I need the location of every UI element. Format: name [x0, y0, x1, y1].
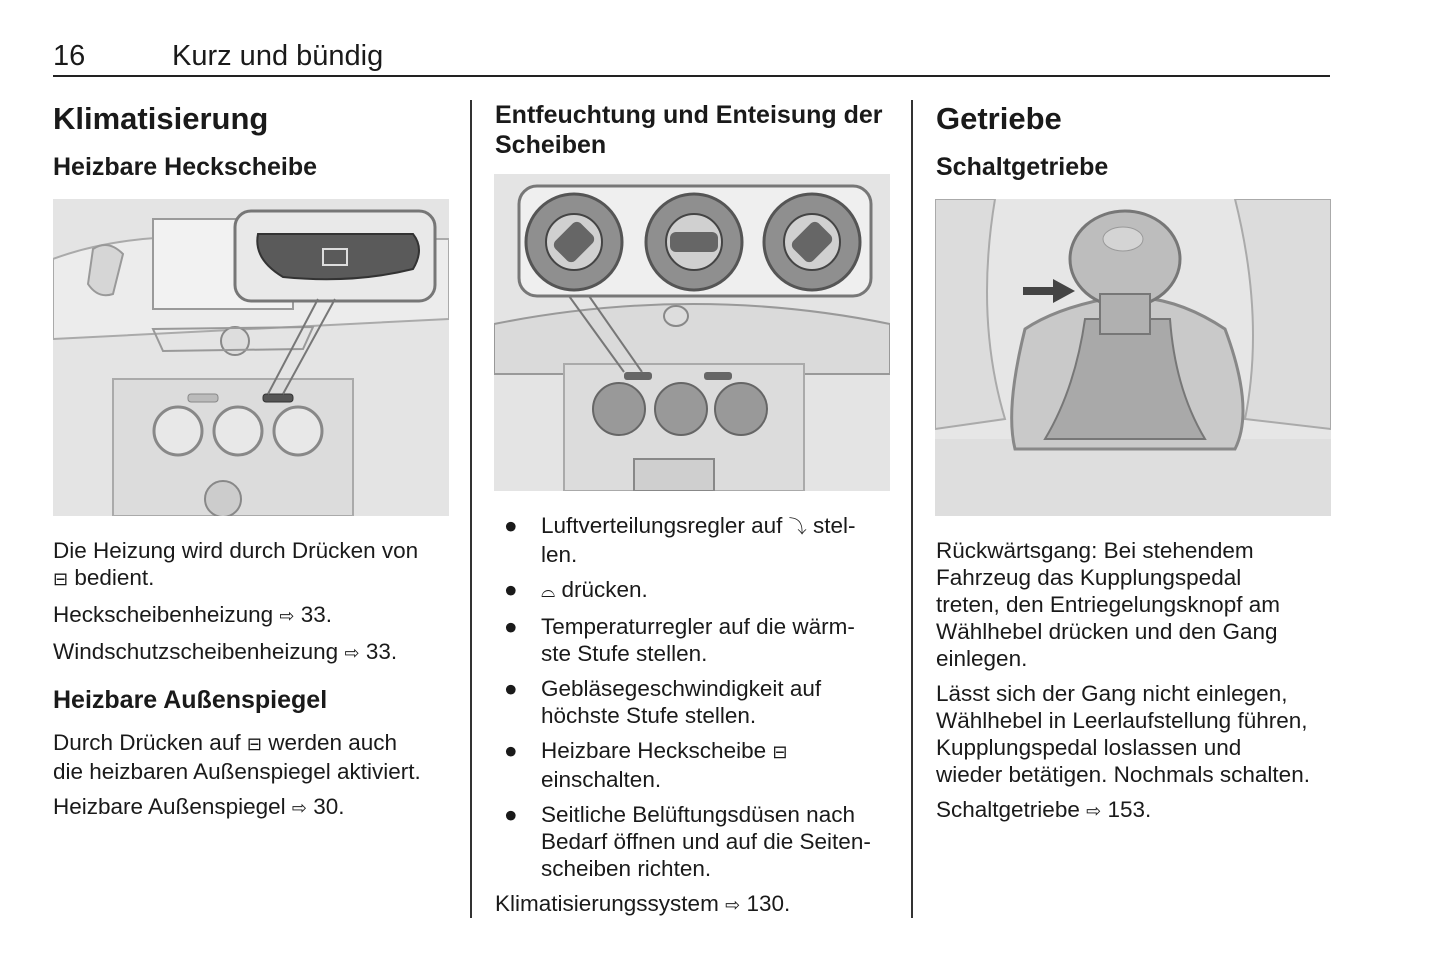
- text: ste Stufe stellen.: [541, 641, 708, 666]
- page-number: 16: [53, 40, 86, 72]
- heading-line: Scheiben: [495, 131, 607, 159]
- text: Rückwärtsgang: Bei stehendem: [936, 538, 1254, 563]
- text: Gebläsegeschwindigkeit auf: [541, 676, 822, 701]
- page-reference-arrow-icon: ⇨: [279, 606, 295, 627]
- section-heading: Klimatisierung: [53, 101, 269, 136]
- column-divider-1: [470, 100, 472, 918]
- reference-text: Heckscheibenheizung: [53, 602, 274, 627]
- list-item: ● Heizbare Heckscheibe ⊟ einschalten.: [504, 738, 788, 792]
- text: Kupplungspedal loslassen und: [936, 735, 1242, 760]
- section-heading: Getriebe: [936, 101, 1062, 136]
- text: Durch Drücken auf: [53, 730, 241, 755]
- climate-control-illustration: [494, 174, 890, 491]
- reference-text: Schaltgetriebe: [936, 797, 1080, 822]
- column2-text: [495, 512, 895, 919]
- reference-line: [53, 601, 453, 630]
- reference-page: 33.: [365, 639, 398, 664]
- text: Wählhebel in Leerlaufstellung führen,: [936, 708, 1308, 733]
- text: Wählhebel drücken und den Gang: [936, 619, 1278, 644]
- column-divider-2: [911, 100, 913, 918]
- reference-text: Windschutzscheibenheizung: [53, 639, 339, 664]
- column3-text: [936, 537, 1336, 825]
- reference-page: 130.: [746, 891, 791, 916]
- text: scheiben richten.: [541, 856, 712, 881]
- paragraph-reverse-gear: [936, 537, 1336, 672]
- header-rule: [53, 75, 1330, 77]
- reference-text: Klimatisierungssystem: [495, 891, 719, 916]
- reference-page: 153.: [1107, 797, 1152, 822]
- paragraph-heating: [53, 537, 453, 593]
- text: Fahrzeug das Kupplungspedal: [936, 565, 1242, 590]
- rear-window-heating-illustration: [53, 199, 449, 516]
- column1-text: [53, 537, 453, 822]
- list-item: ● Temperaturregler auf die wärm- ste Stufe stellen.: [504, 614, 855, 666]
- column-getriebe: [936, 100, 1336, 182]
- reference-line: [495, 890, 895, 919]
- list-item: ● ⌓ drücken.: [504, 577, 648, 602]
- manual-gearbox-illustration: [935, 199, 1331, 516]
- page-reference-arrow-icon: ⇨: [344, 643, 360, 664]
- text: stel-: [812, 513, 856, 538]
- text: höchste Stufe stellen.: [541, 703, 757, 728]
- text: len.: [541, 542, 578, 567]
- list-item: ● Gebläsegeschwindigkeit auf höchste Stufe stellen.: [504, 676, 822, 728]
- text: werden auch: [268, 730, 398, 755]
- text: Bedarf öffnen und auf die Seiten-: [541, 829, 871, 854]
- page-reference-arrow-icon: ⇨: [725, 895, 741, 916]
- page-reference-arrow-icon: ⇨: [291, 798, 308, 819]
- page-reference-arrow-icon: ⇨: [1086, 801, 1102, 822]
- text: die heizbaren Außenspiegel aktiviert.: [53, 759, 421, 784]
- subsection-heading: Schaltgetriebe: [936, 153, 1109, 181]
- text: bedient.: [74, 565, 155, 590]
- heading-line: Entfeuchtung und Enteisung der: [495, 101, 883, 129]
- reference-page: 30.: [313, 794, 345, 819]
- text: drücken.: [561, 577, 648, 602]
- text: einlegen.: [936, 646, 1028, 671]
- list-item: ● Luftverteilungsregler auf ⤵ stel- len.: [504, 513, 856, 567]
- reference-line: [53, 638, 453, 667]
- paragraph-mirrors: [53, 729, 453, 785]
- reference-line: [53, 793, 453, 822]
- instruction-list: [495, 512, 895, 882]
- text: Temperaturregler auf die wärm-: [541, 614, 855, 639]
- rear-window-heating-icon: ⊟: [246, 734, 262, 755]
- text: Heizbare Heckscheibe: [541, 738, 767, 763]
- text: Seitliche Belüftungsdüsen nach: [541, 802, 855, 827]
- windscreen-defrost-icon: ⌓: [541, 581, 556, 602]
- subsection-heading: Heizbare Außenspiegel: [53, 686, 328, 714]
- text: wieder betätigen. Nochmals schalten.: [936, 762, 1310, 787]
- air-distribution-icon: ⤵: [788, 517, 807, 538]
- text: Die Heizung wird durch Drücken von: [53, 538, 419, 563]
- column-entfeuchtung: [495, 100, 895, 160]
- rear-window-heating-icon: ⊟: [53, 569, 69, 590]
- text: einschalten.: [541, 767, 662, 792]
- paragraph-gear-not-engaging: [936, 680, 1336, 788]
- column-klimatisierung: [53, 100, 453, 182]
- text: treten, den Entriegelungsknopf am: [936, 592, 1280, 617]
- section-heading: [495, 100, 895, 160]
- reference-line: [936, 796, 1336, 825]
- subsection-heading: Heizbare Heckscheibe: [53, 153, 318, 181]
- reference-text: Heizbare Außenspiegel: [53, 794, 286, 819]
- text: Luftverteilungsregler auf: [541, 513, 783, 538]
- rear-window-heating-icon: ⊟: [772, 742, 788, 763]
- list-item: ● Seitliche Belüftungsdüsen nach Bedarf öffnen und auf die Seiten- scheiben richten.: [504, 802, 871, 881]
- text: Lässt sich der Gang nicht einlegen,: [936, 681, 1288, 706]
- page-header-title: Kurz und bündig: [172, 40, 384, 72]
- reference-page: 33.: [300, 602, 333, 627]
